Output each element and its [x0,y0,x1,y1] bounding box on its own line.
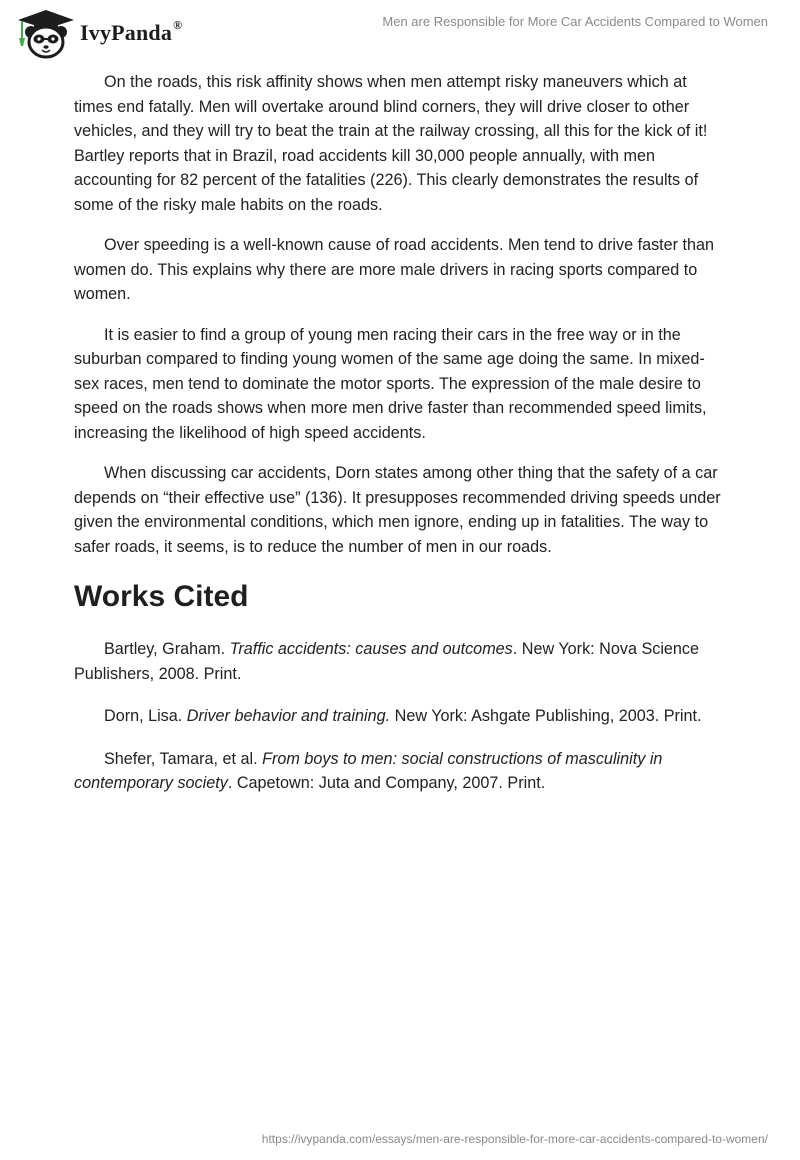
citation-rest: New York: Ashgate Publishing, 2003. Print. [390,707,702,725]
citation-author: Shefer, Tamara, et al. [104,749,263,768]
source-url-link[interactable]: https://ivypanda.com/essays/men-are-responsible-for-more-car-accidents-compared-to-women/ [261,1132,768,1146]
document-title: Men are Responsible for More Car Accidents Compared to Women [382,14,768,29]
citation-entry [74,637,722,686]
citation-entry [74,704,722,729]
citation-rest: . Capetown: Juta and Company, 2007. Print. [227,774,546,792]
works-cited-heading: Works Cited [74,580,249,613]
citation-author: Dorn, Lisa. [104,707,187,725]
page-header [0,0,800,70]
citation-title: Driver behavior and training. [186,707,391,725]
essay-paragraph: It is easier to find a group of young men racing their cars in the free way or in the suburban compared to finding young women of the same age doing the same. In mixed-sex races, men tend to dominate the motor sports. The expression of the male desire to speed on the roads shows when more men drive faster than recommended speed limits, increasing the likelihood of high speed accidents. [74,325,707,442]
essay-paragraph: On the roads, this risk affinity shows when men attempt risky maneuvers which at times end fatally. Men will overtake around blind corners, they will drive closer to other vehicles, and they will try to beat the train at the railway crossing, all this for the kick of it! Bartley reports that in Brazil, road accidents kill 30,000 people annually, with men accounting for 82 percent of the fatalities (226). This clearly demonstrates the results of some of the risky male habits on the roads. [74,73,708,214]
brand-name[interactable] [80,20,182,46]
panda-logo-icon [14,8,78,60]
citation-author: Bartley, Graham. [104,640,230,658]
citation-entry [74,747,722,796]
citation-title: From boys to men: social constructions of masculinity in contemporary society [74,749,663,792]
essay-body [74,70,722,814]
registered-mark: ® [173,18,183,32]
citation-title: Traffic accidents: causes and outcomes [229,640,513,658]
essay-paragraph: Over speeding is a well-known cause of road accidents. Men tend to drive faster than women do. This explains why there are more male drivers in racing sports compared to women. [74,236,715,303]
essay-paragraph: When discussing car accidents, Dorn states among other thing that the safety of a car depends on “their effective use” (136). It presupposes recommended driving speeds under given the environmental conditions, which men ignore, ending up in fatalities. The way to safer roads, it seems, is to reduce the number of men in our roads. [74,464,721,556]
citation-rest: . New York: Nova Science Publishers, 2008. Print. [74,640,700,683]
brand-text: IvyPanda [80,20,173,45]
